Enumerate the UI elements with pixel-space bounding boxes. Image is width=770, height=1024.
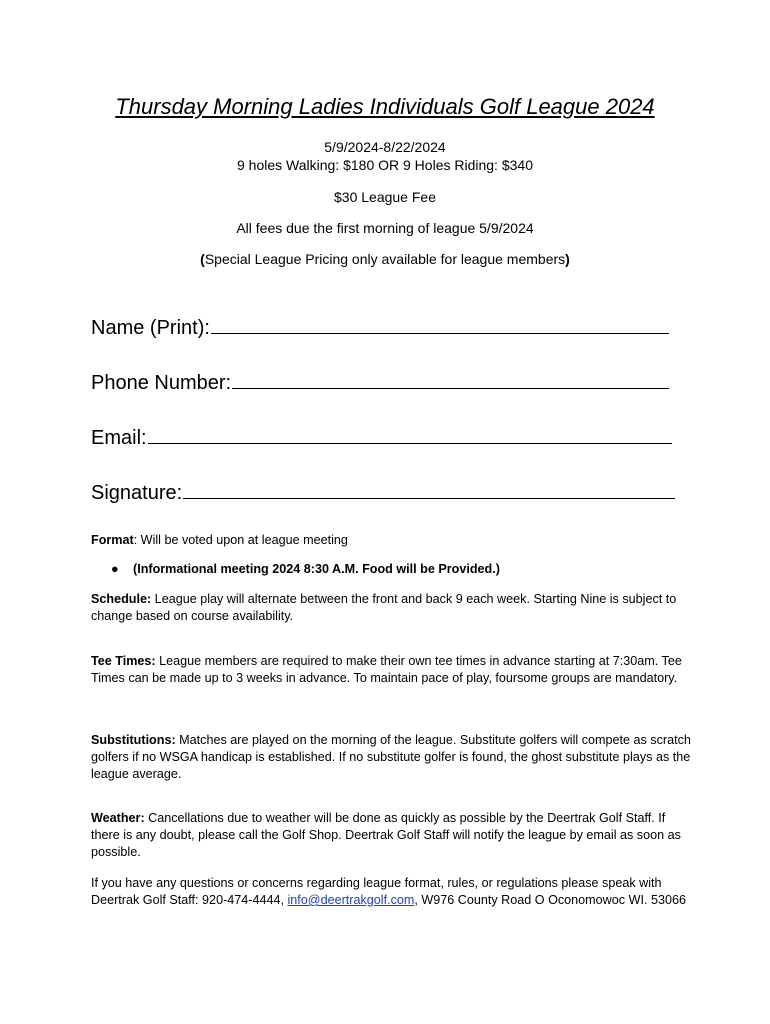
email-field[interactable] bbox=[91, 425, 672, 450]
special-pricing-note bbox=[0, 251, 770, 267]
format-section bbox=[91, 532, 691, 549]
weather-text: Cancellations due to weather will be done as quickly as possible by the Deertrak Golf Staff. If there is any doubt, please call the Golf Shop. Deertrak Golf Staff will notify the league by email as soon as possible. bbox=[91, 811, 681, 859]
phone-label: Phone Number: bbox=[91, 372, 232, 394]
season-dates: 5/9/2024-8/22/2024 bbox=[324, 139, 446, 155]
contact-text-before: If you have any questions or concerns regarding league format, rules, or regulations please speak with Deertrak Golf Staff: 920-474-4444, bbox=[91, 876, 662, 907]
phone-field[interactable] bbox=[91, 370, 669, 395]
phone-input-line[interactable] bbox=[232, 370, 669, 389]
weather-label: Weather: bbox=[91, 811, 145, 825]
name-field[interactable] bbox=[91, 315, 669, 340]
tee-times-section bbox=[91, 653, 691, 687]
schedule-text: League play will alternate between the front and back 9 each week. Starting Nine is subject to change based on course availability. bbox=[91, 592, 677, 623]
substitutions-label: Substitutions: bbox=[91, 733, 176, 747]
bullet-dot-icon: ● bbox=[111, 562, 119, 576]
email-input-line[interactable] bbox=[148, 425, 672, 444]
email-link[interactable]: info@deertrakgolf.com bbox=[287, 893, 415, 907]
signature-input-line[interactable] bbox=[183, 480, 675, 499]
name-input-line[interactable] bbox=[211, 315, 669, 334]
close-paren: ) bbox=[565, 251, 570, 267]
contact-text-after: , W976 County Road O Oconomowoc WI. 53066 bbox=[414, 893, 686, 907]
page-title: Thursday Morning Ladies Individuals Golf League 2024 bbox=[115, 94, 655, 119]
format-bullet bbox=[111, 562, 500, 576]
signature-field[interactable] bbox=[91, 480, 675, 505]
contact-section bbox=[91, 875, 691, 909]
tee-times-label: Tee Times: bbox=[91, 654, 156, 668]
tee-times-text: League members are required to make their own tee times in advance starting at 7:30am. Tee Times can be made up to 3 weeks in advance. To maintain pace of play, foursome groups are mandatory. bbox=[91, 654, 682, 685]
pricing-line: 9 holes Walking: $180 OR 9 Holes Riding: $340 bbox=[237, 157, 533, 173]
format-text: : Will be voted upon at league meeting bbox=[133, 533, 348, 547]
signature-label: Signature: bbox=[91, 482, 183, 504]
weather-section bbox=[91, 810, 691, 861]
substitutions-text: Matches are played on the morning of the league. Substitute golfers will compete as scratch golfers if no WSGA handicap is established. If no substitute golfer is found, the ghost substitute plays as the league average. bbox=[91, 733, 691, 781]
format-bullet-text: (Informational meeting 2024 8:30 A.M. Food will be Provided.) bbox=[133, 562, 500, 576]
special-pricing-text: Special League Pricing only available for league members bbox=[204, 251, 566, 267]
format-label: Format bbox=[91, 533, 134, 547]
fees-due-line: All fees due the first morning of league 5/9/2024 bbox=[236, 220, 534, 236]
open-paren: ( bbox=[200, 251, 205, 267]
schedule-section bbox=[91, 591, 691, 625]
league-fee-line: $30 League Fee bbox=[334, 189, 436, 205]
name-label: Name (Print): bbox=[91, 317, 210, 339]
schedule-label: Schedule: bbox=[91, 592, 152, 606]
email-label: Email: bbox=[91, 427, 147, 449]
substitutions-section bbox=[91, 732, 691, 783]
